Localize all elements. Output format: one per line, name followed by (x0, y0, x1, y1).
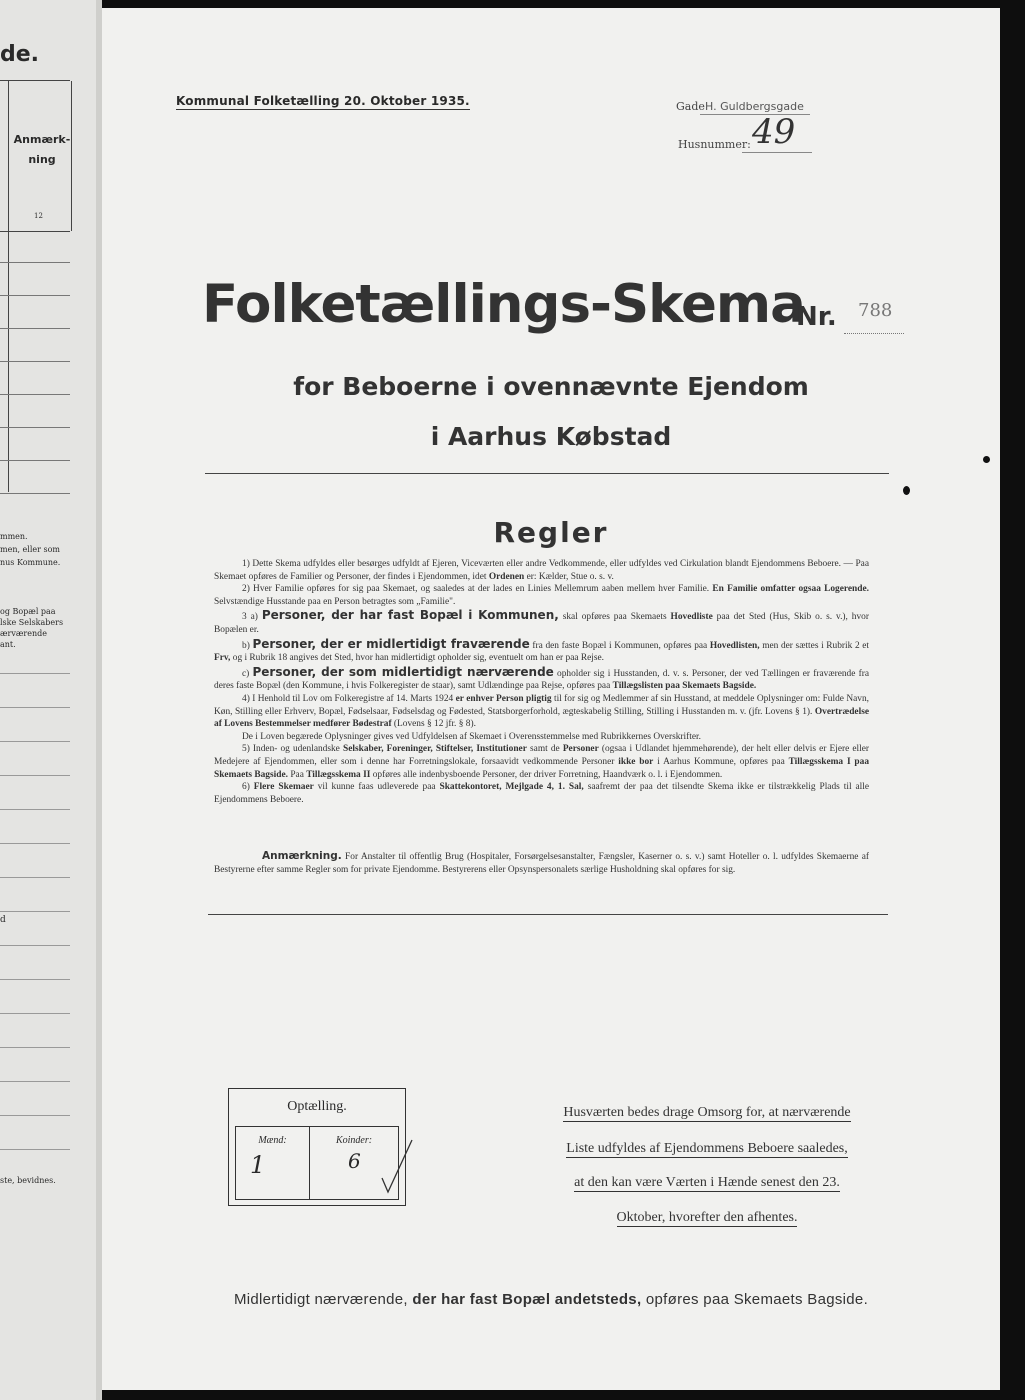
street-value: H. Guldbergsgade (705, 100, 804, 113)
rule-4b: De i Loven begærede Oplysninger gives ved Udfyldelsen af Skemaet i Overensstemmelse med Rubrikkernes Overskrifter. (242, 731, 701, 742)
previous-page-edge (0, 0, 96, 1400)
landlord-notice-line-3: at den kan være Værten i Hænde senest den 23. (574, 1175, 840, 1190)
rule-4: 4) I Henhold til Lov om Folkeregistre af 14. Marts 1924 er enhver Person pligtig til for sig og Medlemmer af sin Husstand, at meddele Oplysninger om: Fulde Navn, Køn, Stilling eller Erhverv, Bopæl, Fødselsaar, Fødselsdag og Fødested, Statsborgerforhold, ægteskabelig Stilling, Stilling i Husstanden m. v. (jfr. Lovens § 1). Overtrædelse af Lovens Bestemmelser medfører Bødestraf (Lovens § 12 jfr. § 8). (214, 693, 870, 730)
remark-text: For Anstalter til offentlig Brug (Hospitaler, Forsørgelsesanstalter, Fængsler, Kaserner o. s. v.) samt Hoteller o. l. udfyldes Skemaerne af Bestyrerne efter samme Regler som for private Ejendomme. Bestyrerens eller Opsynspersonalets særlige Husholdning skal opføres for sig. (214, 852, 870, 875)
rule-2: 2) Hver Familie opføres for sig paa Skemaet, og saaledes at der lades en Linies Mellemrum aaben mellem hver Familie. En Familie omfatter ogsaa Logerende. Selvstændige Husstande paa en Person betragtes som „Familie". (214, 584, 869, 607)
landlord-notice-line-4: Oktober, hvorefter den afhentes. (616, 1210, 798, 1225)
men-count: 1 (250, 1151, 266, 1179)
men-label: Mænd: (258, 1135, 287, 1146)
census-date-header: Kommunal Folketælling 20. Oktober 1935. (176, 94, 470, 108)
form-number-underline (844, 333, 904, 334)
remark-paragraph (214, 850, 869, 876)
street-label: Gade (676, 100, 705, 113)
house-number-underline (742, 152, 812, 153)
rule-6: 6) Flere Skemaer vil kunne faas udleverede paa Skattekontoret, Mejlgade 4, 1. Sal, saafremt der paa det tilsendte Skema ikke er tilstrækkelig Plads til alle Ejendommens Beboere. (214, 782, 870, 805)
left-page-text-6: ærværende (0, 629, 47, 638)
left-page-text-5: lske Selskabers (0, 618, 64, 627)
left-page-table-rows (0, 230, 70, 494)
left-page-column-header: Anmærk- ning (13, 133, 71, 166)
landlord-notice-line-2: Liste udfyldes af Ejendommens Beboere saaledes, (566, 1141, 848, 1156)
ink-dot (903, 486, 910, 495)
left-page-text-1: mmen. (0, 532, 28, 541)
count-title: Optælling. (287, 1099, 347, 1114)
left-page-text-4: og Bopæl paa (0, 607, 56, 616)
divider-top (205, 473, 889, 474)
form-number-value: 788 (858, 300, 893, 321)
check-mark-icon (380, 1138, 414, 1194)
rule-1: 1) Dette Skema udfyldes eller besørges udfyldt af Ejeren, Viceværten eller andre Vedkommende, eller udfyldes ved Cirkulation blandt Ejendommens Beboere. — Paa Skemaet opføres de Familier og Personer, der findes i Ejendommen, idet Ordenen er: Kælder, Stue o. s. v. (214, 559, 869, 582)
left-page-text-7: ant. (0, 640, 16, 649)
form-number-label: Nr. (796, 302, 837, 332)
landlord-notice-line-1: Husværten bedes drage Omsorg for, at nærværende (563, 1105, 851, 1120)
left-page-lines (0, 640, 70, 1150)
women-count: 6 (348, 1149, 361, 1173)
left-page-column-number: 12 (34, 212, 43, 220)
rule-3c: c) Personer, der som midlertidigt nærværende opholder sig i Husstanden, d. v. s. Personer, der ved Tællingen er fraværende fra deres faste Bopæl (den Kommune, i hvis Folkeregister de staar), samt Udlændinge paa Rejse, opføres paa Tillægslisten paa Skemaets Bagside. (214, 664, 869, 692)
left-page-title-fragment: de. (0, 42, 40, 67)
ink-dot (983, 456, 990, 463)
rules-text (214, 558, 869, 806)
rule-5: 5) Inden- og udenlandske Selskaber, Foreninger, Stiftelser, Institutioner samt de Personer (ogsaa i Udlandet hjemmehørende), der helt eller delvis er Ejere eller Medejere af Ejendommen, eller som i denne har Forretningslokale, forsaavidt vedkommende Personer ikke bor i Aarhus Kommune, opføres paa Tillægsskema I paa Skemaets Bagside. Paa Tillægsskema II opføres alle indenbysboende Personer, der driver Forretning, Haandværk o. l. i Ejendommen. (214, 744, 870, 780)
remark-label: Anmærkning. (262, 850, 342, 862)
house-number-label: Husnummer: (678, 138, 751, 151)
count-table (235, 1126, 399, 1200)
left-page-text-2: men, eller som (0, 545, 61, 554)
women-label: Koinder: (335, 1135, 373, 1146)
form-title: Folketællings-Skema (202, 274, 805, 335)
house-number-value: 49 (752, 112, 796, 152)
left-page-fragment-last: ste, bevidnes. (0, 1176, 56, 1185)
divider-bottom (208, 914, 888, 915)
left-page-fragment-d: d (0, 915, 6, 925)
footer-note: Midlertidigt nærværende, der har fast Bopæl andetsteds, opføres paa Skemaets Bagside. (233, 1291, 869, 1308)
form-subtitle-1: for Beboerne i ovennævnte Ejendom (293, 372, 809, 401)
rules-heading: Regler (493, 516, 609, 549)
census-form-page (102, 8, 1000, 1390)
form-subtitle-2: i Aarhus Købstad (430, 422, 672, 451)
rule-3a: 3 a) Personer, der har fast Bopæl i Kommunen, skal opføres paa Skemaets Hovedliste paa det Sted (Hus, Skib o. s. v.), hvor Bopælen er. (214, 608, 869, 635)
left-page-text-3: nus Kommune. (0, 558, 61, 567)
rule-3b: b) Personer, der er midlertidigt fraværende fra den faste Bopæl i Kommunen, opføres paa Hovedlisten, men der sættes i Rubrik 2 et Frv, og i Rubrik 18 angives det Sted, hvor han midlertidigt opholder sig, eventuelt om han er paa Rejse. (214, 636, 870, 664)
